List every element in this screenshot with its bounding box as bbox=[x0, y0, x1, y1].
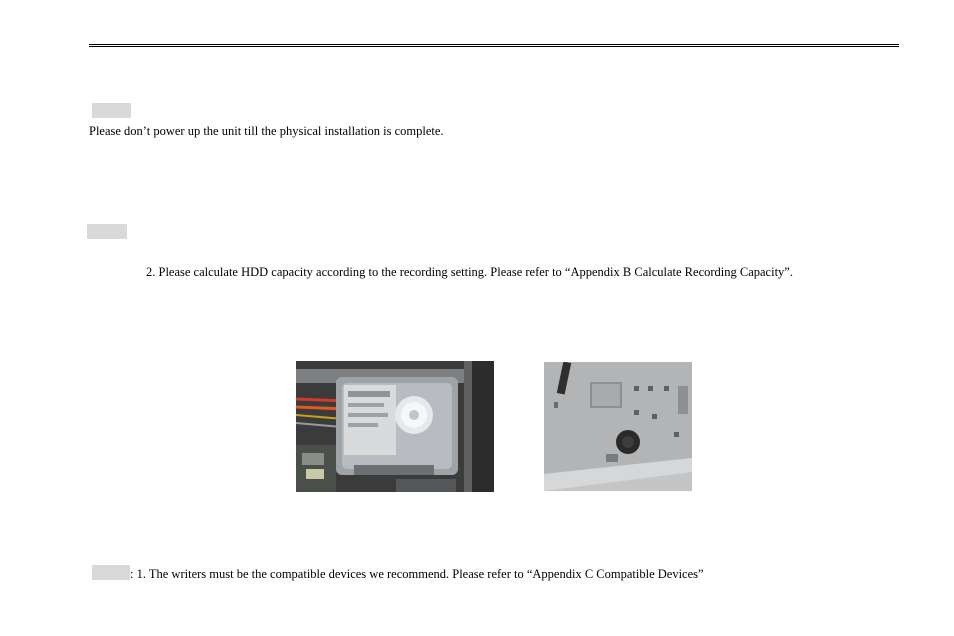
power-warning-text: Please don’t power up the unit till the physical installation is complete. bbox=[89, 124, 444, 138]
header-rule-bottom bbox=[89, 46, 899, 47]
hdd-capacity-text: 2. Please calculate HDD capacity according to the recording setting. Please refer to “Appendix B Calculate Recording Capacity”. bbox=[146, 265, 793, 279]
hdd-installed-photo bbox=[296, 361, 494, 492]
note-label-highlight bbox=[92, 103, 131, 118]
notice-label-highlight bbox=[87, 224, 127, 239]
dvr-case-bottom-photo bbox=[544, 362, 692, 491]
tip-label-highlight bbox=[92, 565, 130, 580]
writers-compatibility-text: : 1. The writers must be the compatible devices we recommend. Please refer to “Appendix C Compatible Devices” bbox=[130, 567, 704, 581]
header-rule-top bbox=[89, 44, 899, 45]
